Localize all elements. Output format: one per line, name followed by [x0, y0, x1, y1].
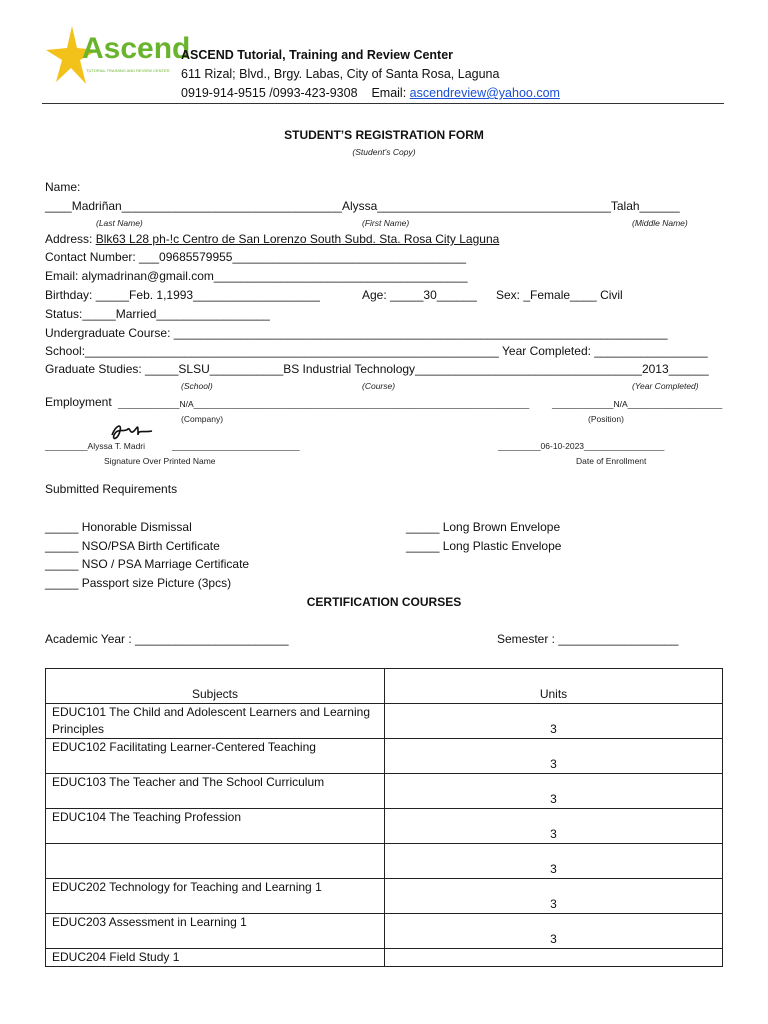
table-row — [46, 879, 723, 914]
subject-cell: EDUC103 The Teacher and The School Curriculum — [46, 774, 385, 809]
company-caption: (Company) — [181, 414, 224, 424]
table-header-row — [46, 669, 723, 704]
last-name-caption: (Last Name) — [96, 218, 143, 228]
header-divider — [42, 103, 724, 104]
units-header: Units — [385, 669, 723, 704]
units-cell — [385, 949, 723, 967]
enrollment-caption: Date of Enrollment — [576, 456, 647, 466]
units-cell: 3 — [385, 704, 723, 739]
units-cell: 3 — [385, 879, 723, 914]
undergrad-line: Undergraduate Course: __________________________________________________________________________ — [45, 326, 668, 340]
logo-text: Ascend — [82, 32, 191, 65]
requirement-item: _____ Long Plastic Envelope — [406, 539, 562, 553]
subject-cell — [46, 844, 385, 879]
subject-cell: EDUC203 Assessment in Learning 1 — [46, 914, 385, 949]
birthday-line: Birthday: _____Feb. 1,1993___________________ — [45, 288, 320, 302]
middle-name-caption: (Middle Name) — [632, 218, 688, 228]
units-cell: 3 — [385, 844, 723, 879]
employment-company: _____________N/A_______________________________________________________________________ — [118, 399, 530, 409]
signature-icon — [108, 421, 156, 443]
org-phones: 0919-914-9515 /0993-423-9308 — [181, 86, 358, 100]
enrollment-line: _________06-10-2023_________________ — [498, 441, 665, 451]
logo — [46, 24, 191, 90]
units-cell: 3 — [385, 809, 723, 844]
table-row — [46, 774, 723, 809]
signature-caption: Signature Over Printed Name — [104, 456, 216, 466]
email-label: Email: — [371, 86, 407, 100]
units-cell: 3 — [385, 914, 723, 949]
address-row — [45, 232, 499, 247]
requirement-item: _____ NSO/PSA Birth Certificate — [45, 539, 220, 553]
signature-line: _________Alyssa T. Madri — [45, 441, 146, 451]
sex-line: Sex: _Female____ Civil — [496, 288, 623, 302]
email-link[interactable]: ascendreview@yahoo.com — [409, 86, 560, 100]
age-line: Age: _____30______ — [362, 288, 477, 302]
school-line: School:______________________________________________________________ — [45, 344, 499, 358]
school-caption: (School) — [181, 381, 213, 391]
contact-line: Contact Number: ___09685579955___________________________________ — [45, 250, 467, 264]
org-name: ASCEND Tutorial, Training and Review Center — [181, 48, 454, 62]
semester-line: Semester : __________________ — [497, 632, 679, 646]
employment-label: Employment — [45, 395, 112, 409]
subject-cell: EDUC204 Field Study 1 — [46, 949, 385, 967]
requirement-item: _____ Long Brown Envelope — [406, 520, 561, 534]
name-label: Name: — [45, 180, 81, 194]
org-address: 611 Rizal; Blvd., Brgy. Labas, City of Santa Rosa, Laguna — [181, 67, 500, 81]
table-row — [46, 949, 723, 967]
table-row — [46, 844, 723, 879]
table-row — [46, 739, 723, 774]
units-cell: 3 — [385, 739, 723, 774]
logo-subtext: TUTORIAL TRAINING AND REVIEW CENTER — [86, 68, 170, 73]
requirement-item: _____ Passport size Picture (3pcs) — [45, 576, 232, 590]
subjects-header: Subjects — [46, 669, 385, 704]
form-title: STUDENT’S REGISTRATION FORM — [284, 128, 484, 142]
table-row — [46, 809, 723, 844]
table-row — [46, 704, 723, 739]
requirement-item: _____ Honorable Dismissal — [45, 520, 192, 534]
org-contact — [181, 85, 560, 101]
first-name-caption: (First Name) — [362, 218, 410, 228]
form-subtitle: (Student’s Copy) — [352, 147, 416, 157]
year-completed-line: Year Completed: _________________ — [502, 344, 708, 358]
signature-line-right: ___________________________ — [172, 441, 300, 451]
status-line: Status:_____Married_________________ — [45, 307, 270, 321]
employment-position: _____________N/A____________________ — [552, 399, 723, 409]
email-line: Email: alymadrinan@gmail.com______________________________________ — [45, 269, 468, 283]
table-row — [46, 914, 723, 949]
academic-year-line: Academic Year : _______________________ — [45, 632, 289, 646]
units-cell: 3 — [385, 774, 723, 809]
name-line: ____Madriñan_________________________________Alyssa___________________________________Talah______ — [45, 199, 680, 213]
requirement-item: _____ NSO / PSA Marriage Certificate — [45, 557, 250, 571]
subject-cell: EDUC202 Technology for Teaching and Learning 1 — [46, 879, 385, 914]
grad-studies-line: Graduate Studies: _____SLSU___________BS Industrial Technology__________________________________2013______ — [45, 362, 709, 376]
subject-cell: EDUC101 The Child and Adolescent Learners and Learning Principles — [46, 704, 385, 739]
requirements-title: Submitted Requirements — [45, 482, 178, 496]
position-caption: (Position) — [588, 414, 624, 424]
year-caption: (Year Completed) — [632, 381, 699, 391]
subjects-table — [45, 668, 723, 967]
subject-cell: EDUC104 The Teaching Profession — [46, 809, 385, 844]
courses-title: CERTIFICATION COURSES — [306, 595, 462, 609]
address-value: Blk63 L28 ph-!c Centro de San Lorenzo South Subd. Sta. Rosa City Laguna — [95, 232, 500, 246]
address-label: Address: — [45, 232, 93, 246]
employment-line — [118, 397, 529, 412]
course-caption: (Course) — [362, 381, 396, 391]
subject-cell: EDUC102 Facilitating Learner-Centered Teaching — [46, 739, 385, 774]
